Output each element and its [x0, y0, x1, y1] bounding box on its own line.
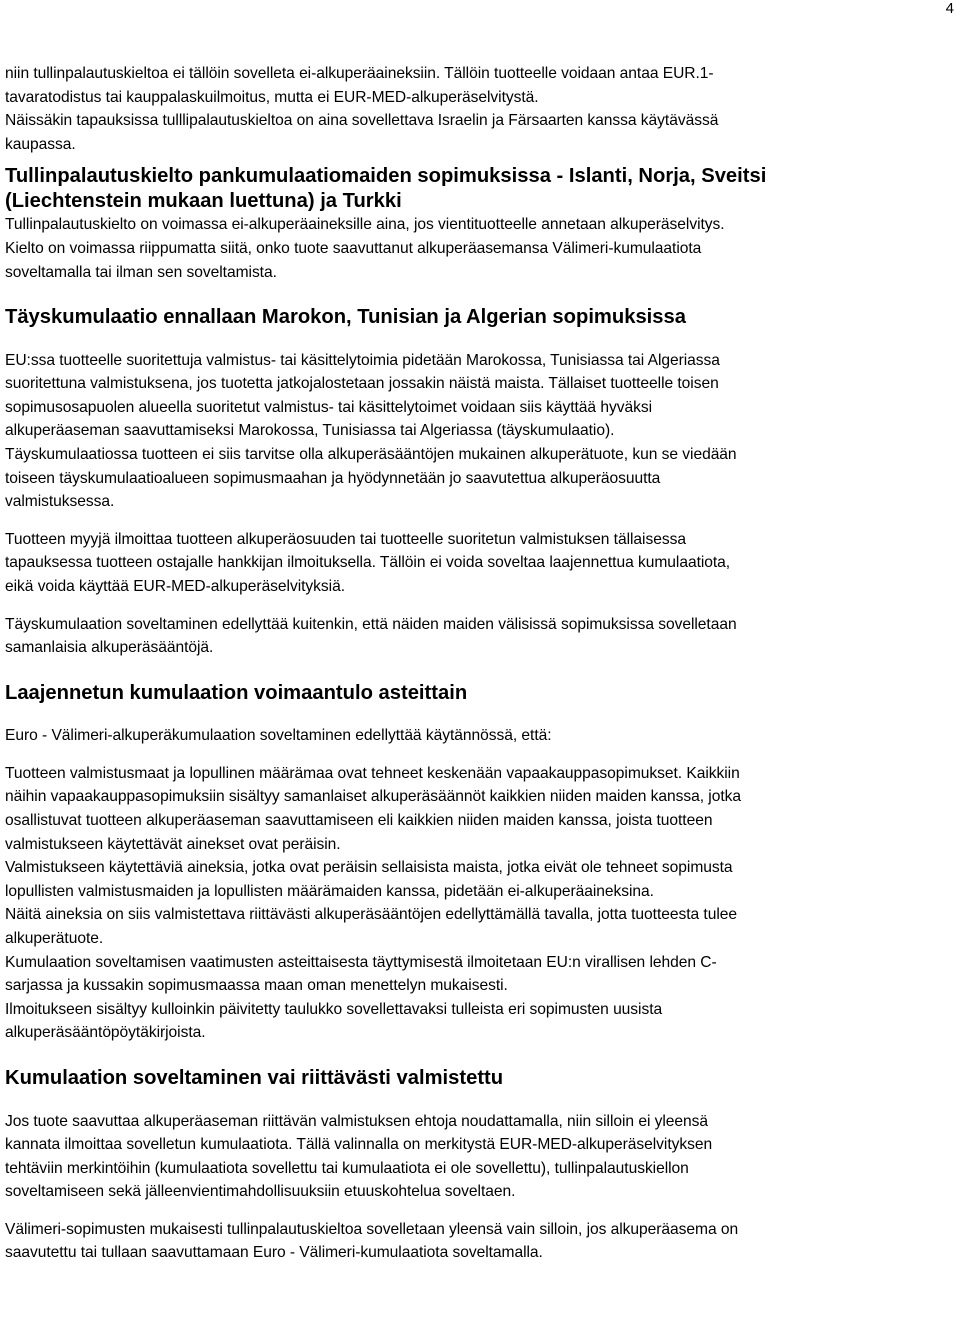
section1-paragraph [5, 213, 950, 284]
spacer [5, 1204, 950, 1218]
spacer [5, 156, 950, 164]
text-line: kaupassa. [5, 135, 76, 153]
heading-line: Tullinpalautuskielto pankumulaatiomaiden sopimuksissa - Islanti, Norja, Sveitsi [5, 165, 767, 188]
spacer [5, 748, 950, 762]
text-line: saavutettu tai tullaan saavuttamaan Euro - Välimeri-kumulaatiota soveltamalla. [5, 1244, 543, 1262]
section4-paragraph-1 [5, 1110, 950, 1204]
text-line: valmistuksessa. [5, 493, 115, 511]
text-line: EU:ssa tuotteelle suoritettuja valmistus- tai käsittelytoimia pidetään Marokossa, Tunisiassa tai Algeriassa [5, 351, 720, 369]
text-line: Tullinpalautuskielto on voimassa ei-alkuperäaineksille aina, jos vientituotteelle annetaan alkuperäselvitys. [5, 216, 725, 234]
text-line: toiseen täyskumulaatioalueen sopimusmaahan ja hyödynnetään jo saavutettua alkuperäosuutta [5, 469, 661, 487]
text-line: Valmistukseen käytettäviä aineksia, jotka ovat peräisin sellaisista maista, jotka eivät ole tehneet sopimusta [5, 859, 733, 877]
text-line: Euro - Välimeri-alkuperäkumulaation soveltaminen edellyttää käytännössä, että: [5, 727, 552, 745]
spacer [5, 1045, 950, 1066]
document-body [5, 62, 950, 1265]
text-line: Tuotteen myyjä ilmoittaa tuotteen alkuperäosuuden tai tuotteelle suoritetun valmistuksen tällaisessa [5, 530, 686, 548]
text-line: valmistukseen käytettävät ainekset ovat peräisin. [5, 835, 341, 853]
spacer [5, 330, 950, 349]
text-line: niin tullinpalautuskieltoa ei tällöin sovelleta ei-alkuperäaineksiin. Tällöin tuotteelle voidaan antaa EUR.1- [5, 65, 714, 82]
text-line: alkuperätuote. [5, 930, 104, 948]
section-heading-pankumulaatio [5, 164, 950, 213]
section-heading-kumulaation-soveltaminen: Kumulaation soveltaminen vai riittävästi valmistettu [5, 1067, 504, 1089]
intro-paragraph [5, 62, 950, 156]
heading-line: (Liechtenstein mukaan luettuna) ja Turkki [5, 189, 402, 212]
text-line: Täyskumulaation soveltaminen edellyttää kuitenkin, että näiden maiden välisissä sopimuksissa sovelletaan [5, 615, 737, 633]
text-line: tavaratodistus tai kauppalaskuilmoitus, mutta ei EUR-MED-alkuperäselvitystä. [5, 88, 539, 106]
text-line: Ilmoitukseen sisältyy kulloinkin päivitetty taulukko sovellettavaksi tulleista eri sopimusten uusista [5, 1000, 663, 1018]
text-line: tapauksessa tuotteen ostajalle hankkijan ilmoituksella. Tällöin ei voida soveltaa laajennettua kumulaatiota, [5, 554, 731, 572]
section-heading-tayskumulaatio: Täyskumulaatio ennallaan Marokon, Tunisian ja Algerian sopimuksissa [5, 306, 686, 329]
page-number: 4 [945, 0, 954, 17]
text-line: Välimeri-sopimusten mukaisesti tullinpalautuskieltoa sovelletaan yleensä vain silloin, jos alkuperäasema on [5, 1220, 739, 1238]
section3-paragraph-2 [5, 762, 950, 1045]
text-line: osallistuvat tuotteen alkuperäaseman saavuttamiseen eli kaikkien niiden maiden kanssa, joista tuotteen [5, 812, 713, 830]
text-line: näihin vapaakauppasopimuksiin sisältyy samanlaiset alkuperäsäännöt kaikkien niiden maiden kanssa, jotka [5, 788, 741, 806]
section2-paragraph-3 [5, 613, 950, 660]
spacer [5, 599, 950, 613]
text-line: alkuperäsääntöpöytäkirjoista. [5, 1024, 206, 1042]
spacer [5, 1091, 950, 1110]
text-line: Näissäkin tapauksissa tulllipalautuskieltoa on aina sovellettava Israelin ja Färsaarten kanssa käytävässä [5, 112, 719, 130]
text-line: Täyskumulaatiossa tuotteen ei siis tarvitse olla alkuperäsääntöjen mukainen alkuperätuote, kun se viedään [5, 446, 737, 464]
text-line: alkuperäaseman saavuttamiseksi Marokossa, Tunisiassa tai Algeriassa (täyskumulaatio). [5, 422, 615, 440]
spacer [5, 660, 950, 681]
section3-paragraph-1 [5, 724, 950, 748]
text-line: Näitä aineksia on siis valmistettava riittävästi alkuperäsääntöjen edellyttämällä tavalla, jotta tuotteesta tulee [5, 906, 737, 924]
text-line: kannata ilmoittaa sovelletun kumulaatiota. Tällä valinnalla on merkitystä EUR-MED-alkuperäselvityksen [5, 1136, 713, 1154]
section-heading-laajennettu-kumulaatio: Laajennetun kumulaation voimaantulo asteittain [5, 681, 468, 704]
text-line: sarjassa ja kussakin sopimusmaassa maan oman menettelyn mukaisesti. [5, 977, 508, 995]
text-line: samanlaisia alkuperäsääntöjä. [5, 639, 214, 657]
spacer [5, 284, 950, 305]
text-line: soveltamalla tai ilman sen soveltamista. [5, 263, 277, 281]
spacer [5, 514, 950, 528]
spacer [5, 705, 950, 724]
text-line: Tuotteen valmistusmaat ja lopullinen määrämaa ovat tehneet keskenään vapaakauppasopimukset. Kaikkiin [5, 764, 740, 782]
text-line: soveltamiseen sekä jälleenvientimahdollisuuksiin etuuskohtelua soveltaen. [5, 1183, 516, 1201]
section2-paragraph-1 [5, 349, 950, 514]
text-line: tehtäviin merkintöihin (kumulaatiota sovellettu tai kumulaatiota ei ole sovellettu), tullinpalautuskiellon [5, 1159, 689, 1177]
text-line: suoritettuna valmistuksena, jos tuotetta jatkojalostetaan jossakin näistä maista. Tällaiset tuotteelle toisen [5, 375, 719, 393]
text-line: Jos tuote saavuttaa alkuperäaseman riittävän valmistuksen ehtoja noudattamalla, niin silloin ei yleensä [5, 1112, 709, 1130]
text-line: eikä voida käyttää EUR-MED-alkuperäselvityksiä. [5, 578, 345, 595]
section2-paragraph-2 [5, 528, 950, 599]
text-line: sopimusosapuolen alueella suoritetut valmistus- tai käsittelytoimet voidaan siis käyttää hyväksi [5, 398, 652, 416]
section4-paragraph-2 [5, 1218, 950, 1265]
text-line: lopullisten valmistusmaiden ja lopullisten määrämaiden kanssa, pidetään ei-alkuperäaineksina. [5, 882, 654, 900]
text-line: Kumulaation soveltamisen vaatimusten asteittaisesta täyttymisestä ilmoitetaan EU:n virallisen lehden C- [5, 953, 717, 971]
text-line: Kielto on voimassa riippumatta siitä, onko tuote saavuttanut alkuperäasemansa Välimeri-kumulaatiota [5, 239, 702, 257]
